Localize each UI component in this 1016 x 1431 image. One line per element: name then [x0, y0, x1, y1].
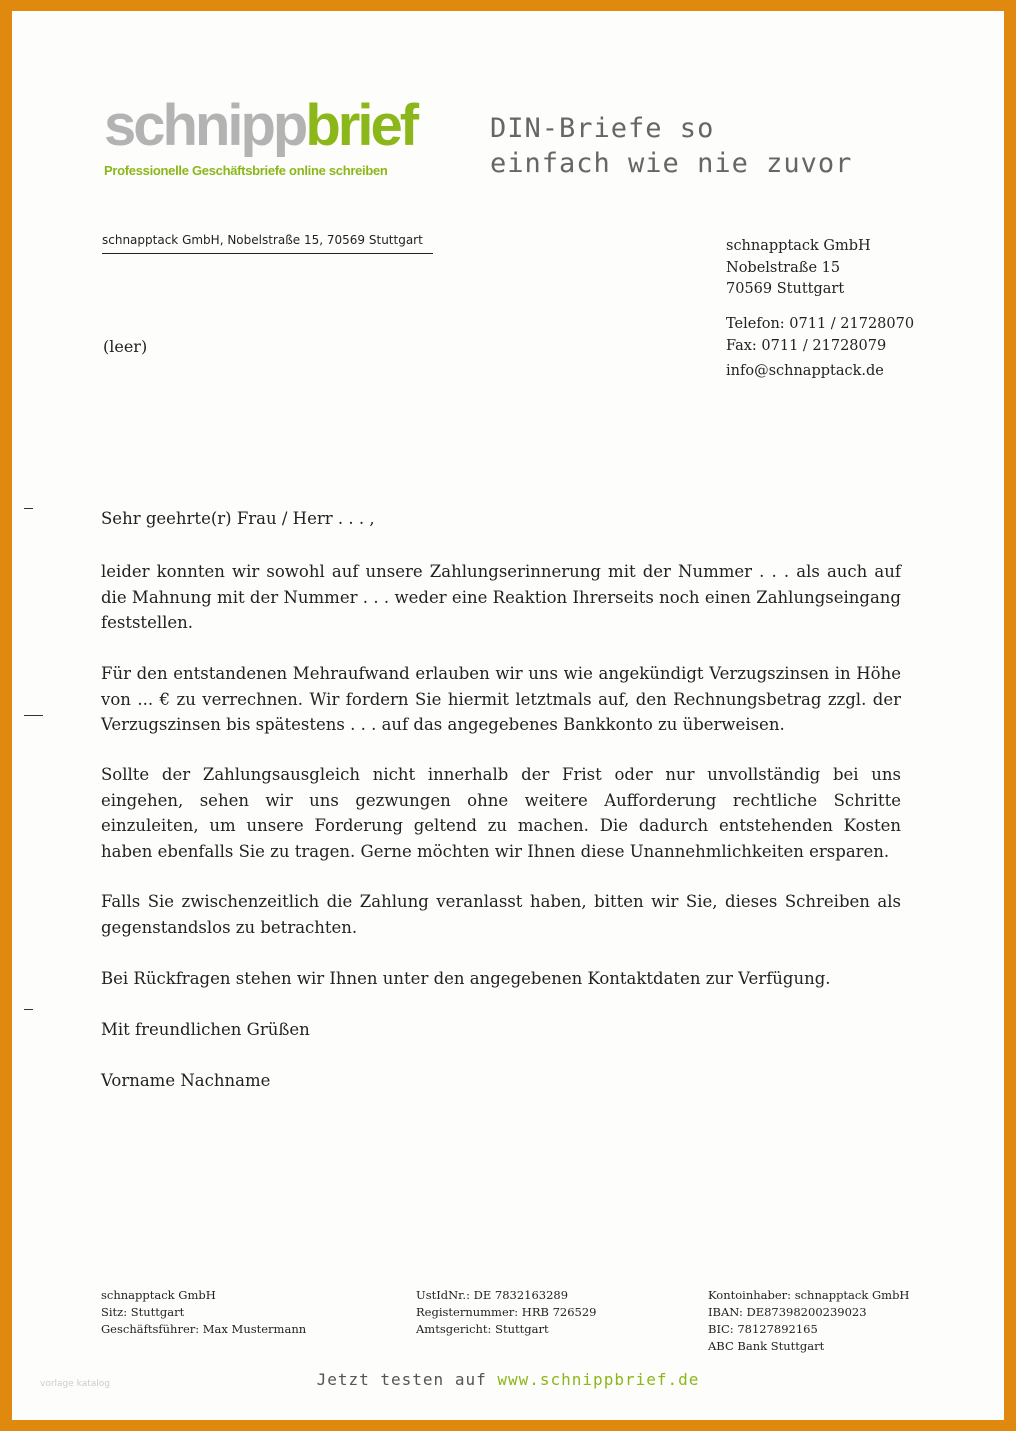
logo-part-brief: brief [305, 93, 417, 158]
company-address-block [726, 236, 871, 301]
letter-paragraph: Für den entstandenen Mehraufwand erlauben wir uns wie angekündigt Verzugszinsen in Höhe von ... € zu verrechnen. Wir fordern Sie hiermit letztmals auf, den Rechnungsbetrag zzgl. der Verzugszinsen bis spätestens . . . auf das angegebenes Bankkonto zu überweisen. [101, 664, 901, 734]
footer-line: UstIdNr.: DE 7832163289 [416, 1288, 569, 1302]
footer-line: Geschäftsführer: Max Mustermann [101, 1322, 307, 1336]
logo-part-schnipp: schnipp [104, 93, 306, 158]
letter-closing: Mit freundlichen Grüßen [101, 1020, 310, 1039]
slogan-line-1: DIN-Briefe so [490, 113, 715, 144]
letter-paragraph: Sollte der Zahlungsausgleich nicht innerhalb der Frist oder nur unvollständig bei uns eingehen, sehen wir uns gezwungen ohne weitere Aufforderung rechtliche Schritte einzuleiten, um unsere Forderung geltend zu machen. Die dadurch entstehenden Kosten haben ebenfalls Sie zu tragen. Gerne möchten wir Ihnen diese Unannehmlichkeiten ersparen. [101, 765, 901, 861]
recipient-address: (leer) [103, 337, 148, 356]
info-fax: Fax: 0711 / 21728079 [726, 337, 887, 354]
footer-company-info [101, 1287, 306, 1338]
fold-mark-top [24, 508, 33, 509]
letter-salutation: Sehr geehrte(r) Frau / Herr . . . , [101, 509, 375, 528]
info-street: Nobelstraße 15 [726, 259, 841, 276]
fold-mark-bottom [24, 1009, 33, 1010]
sender-return-address: schnapptack GmbH, Nobelstraße 15, 70569 Stuttgart [102, 233, 433, 254]
footer-line: BIC: 78127892165 [708, 1322, 818, 1336]
footer-line: Sitz: Stuttgart [101, 1305, 185, 1319]
cta-text: Jetzt testen auf [316, 1370, 487, 1389]
watermark: vorlage katalog [40, 1379, 110, 1389]
info-phone: Telefon: 0711 / 21728070 [726, 316, 915, 332]
call-to-action [12, 1370, 1004, 1389]
letter-signature-name: Vorname Nachname [101, 1071, 271, 1090]
brand-logo [104, 93, 417, 158]
company-contact-block [726, 314, 914, 383]
info-city: 70569 Stuttgart [726, 281, 845, 297]
slogan-line-2: einfach wie nie zuvor [490, 148, 853, 179]
footer-bank-info [708, 1287, 909, 1355]
footer-line: Amtsgericht: Stuttgart [416, 1322, 549, 1336]
footer-line: IBAN: DE87398200239023 [708, 1305, 867, 1319]
info-email: info@schnapptack.de [726, 363, 884, 379]
footer-line: Kontoinhaber: schnapptack GmbH [708, 1288, 910, 1302]
slogan [490, 111, 852, 181]
cta-link[interactable]: www.schnippbrief.de [497, 1370, 700, 1389]
footer-line: Registernummer: HRB 726529 [416, 1305, 597, 1319]
punch-mark [24, 715, 43, 716]
footer-line: ABC Bank Stuttgart [708, 1339, 825, 1353]
letter-paragraph: leider konnten wir sowohl auf unsere Zahlungserinnerung mit der Nummer . . . als auch auf die Mahnung mit der Nummer . . . weder eine Reaktion Ihrerseits noch einen Zahlungseingang feststellen. [101, 562, 901, 632]
letter-paragraph: Bei Rückfragen stehen wir Ihnen unter den angegebenen Kontaktdaten zur Verfügung. [101, 969, 831, 988]
footer-line: schnapptack GmbH [101, 1288, 216, 1302]
info-company: schnapptack GmbH [726, 238, 871, 254]
letter-paragraph: Falls Sie zwischenzeitlich die Zahlung veranlasst haben, bitten wir Sie, dieses Schreiben als gegenstandslos zu betrachten. [101, 892, 901, 937]
footer-registry-info [416, 1287, 596, 1338]
letter-page [12, 11, 1004, 1420]
logo-tagline: Professionelle Geschäftsbriefe online schreiben [104, 163, 388, 178]
